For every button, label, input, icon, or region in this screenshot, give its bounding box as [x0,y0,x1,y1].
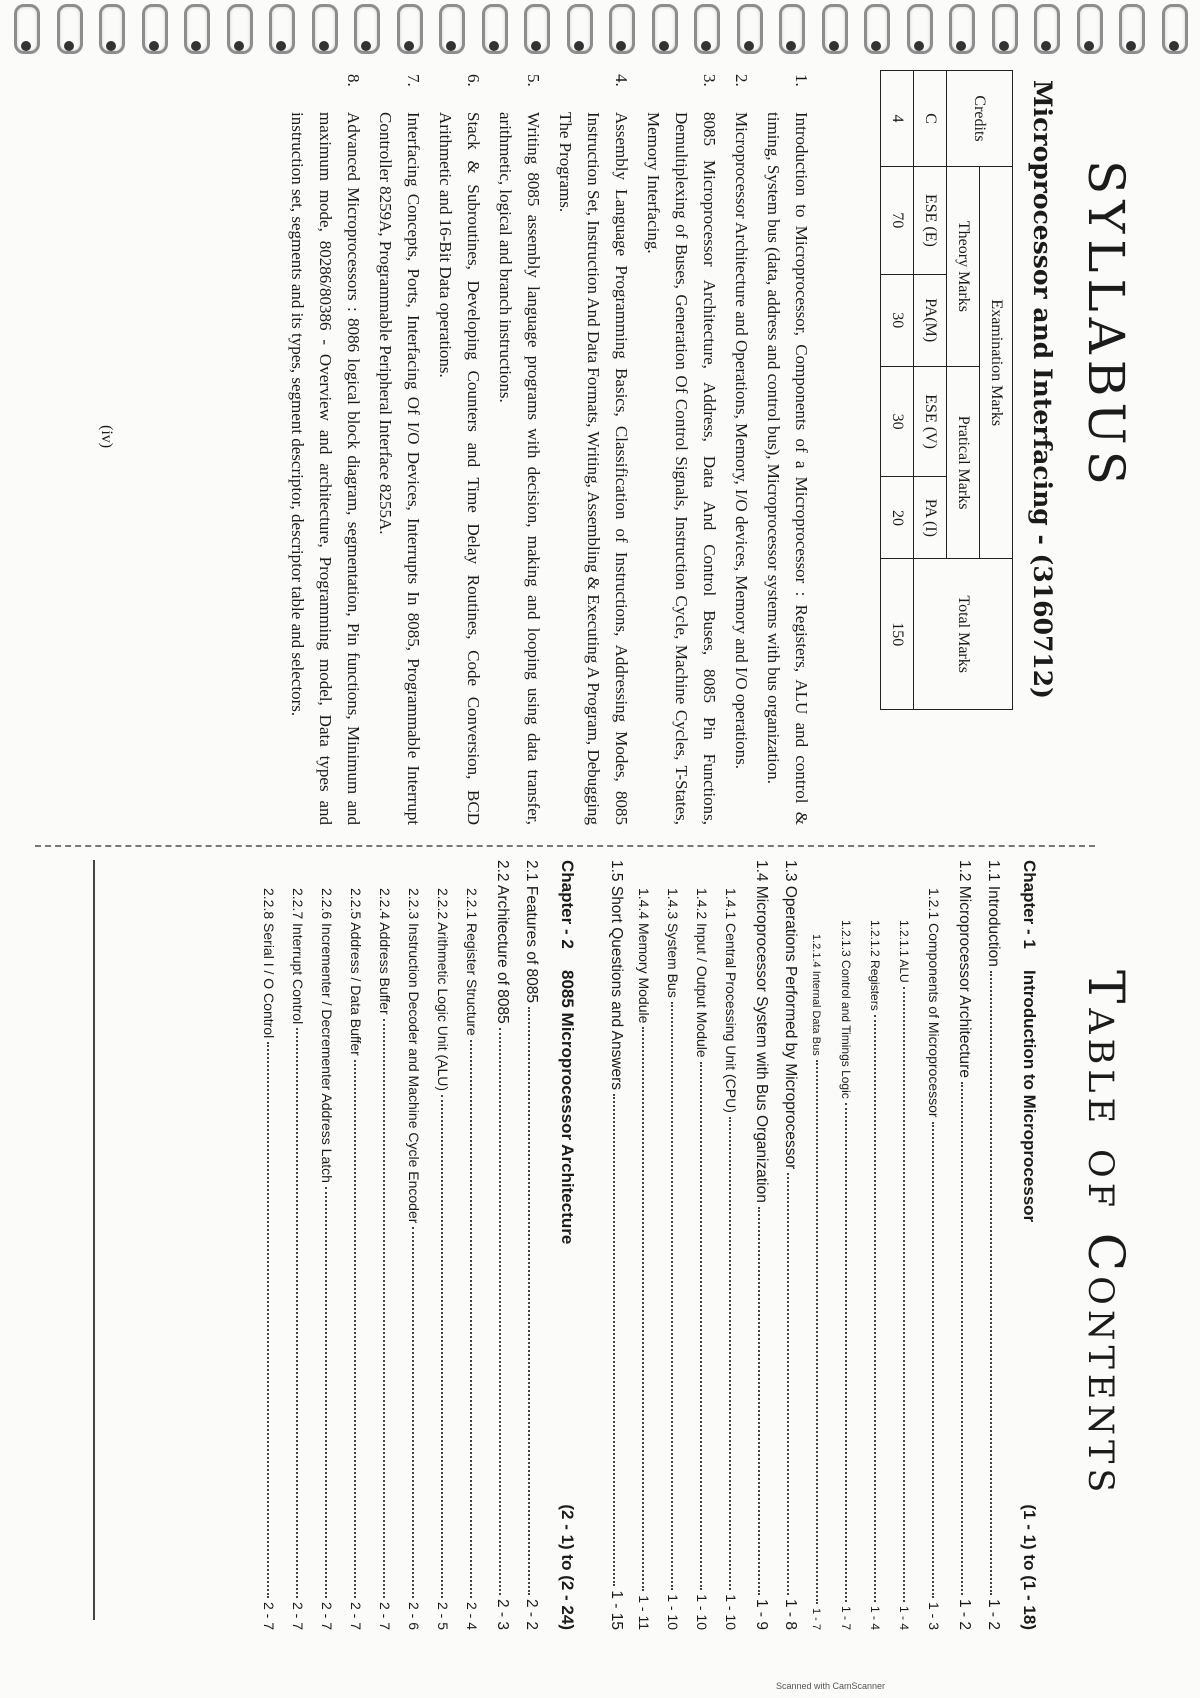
leader-dots [613,1094,615,1586]
binding-ring [949,4,975,54]
topic-number: 3. [700,74,719,87]
scan-credit: Scanned with CamScanner [776,1681,886,1691]
topic-text: Advanced Microprocessors : 8086 logical block diagram, segmentation, Pin functions, Minimum and maximum mode, 80286/80386 - Overview and architecture, Programming model, Data types and instruction set, segments and its types, segment descriptor, descriptor table and selectors. [288,112,363,825]
toc-page [15,860,1135,1640]
toc-entry-title: 1.2.1 Components of Microprocessor [926,888,942,1118]
topic-text: Microprocessor Architecture and Operations, Memory, I/O devices, Memory and I/O operations. [732,112,751,769]
examination-header: Examination Marks [980,167,1013,559]
page-gutter [35,845,1095,847]
list-item [491,70,547,825]
leader-dots [671,1002,673,1590]
binding-ring [1034,4,1060,54]
leader-dots [499,1028,501,1595]
list-item [283,70,367,825]
binding-ring [822,4,848,54]
toc-entry [781,860,810,1630]
toc-entry-title: 2.2.2 Arithmetic Logic Unit (ALU) [435,888,451,1092]
spiral-binding [0,0,1200,56]
topic-text: Interfacing Concepts, Ports, Interfacing Of I/O Devices, Interrupts In 8085, Programmable Interrupt Controller 8259A, Programmable Peripheral Interface 8255A. [376,112,423,825]
toc-entry-page: 2 - 7 [290,1601,306,1630]
ese-v-value: 30 [881,366,914,477]
toc-entry-page: 1 - 8 [782,1598,799,1630]
chapter-title: Introduction to Microprocessor [1020,970,1039,1223]
toc-entry-page: 1 - 10 [694,1594,710,1630]
toc-entry [464,860,493,1630]
toc-entry-page: 1 - 2 [956,1598,973,1630]
binding-ring [864,4,890,54]
leader-dots [961,1082,963,1595]
topic-text: 8085 Microprocessor Architecture, Address, Data And Control Buses, 8085 Pin Functions, Demultiplexing of Buses, Generation Of Control Signals, Instruction Cycle, Machine Cycles, T-States, Memory Interfacing. [644,112,719,825]
binding-ring [57,4,83,54]
toc-entry [868,860,897,1630]
leader-dots [441,1095,443,1598]
toc-entry-page: 2 - 6 [406,1601,422,1630]
toc-entry [607,860,636,1630]
toc-entry [955,860,984,1630]
leader-dots [267,1042,269,1598]
binding-ring [99,4,125,54]
toc-entry-page: 1 - 9 [753,1598,770,1630]
leader-dots [932,1122,934,1598]
toc-entry-page: 1 - 7 [839,1605,853,1630]
toc-entry [319,860,348,1630]
toc-entry-title: 1.3 Operations Performed by Microprocessor [782,860,799,1170]
toc-entry [723,860,752,1630]
topic-list [279,70,815,825]
toc-entry-title: 1.2.1.3 Control and Timings Logic [839,920,853,1099]
toc-entry [435,860,464,1630]
topic-text: Introduction to Microprocessor, Components of a Microprocessor : Registers, ALU and control & timing, System bus (data, address and control bus), Microprocessor systems with bus organization. [764,112,811,825]
toc-entry-title: 2.2.1 Register Structure [464,888,480,1036]
total-header: Total Marks [914,559,1013,710]
toc-entry [261,860,290,1630]
chapter-range: (1 - 1) to (1 - 18) [1020,1504,1039,1630]
toc-entry-page: 2 - 4 [464,1601,480,1630]
toc-entry-page: 1 - 15 [608,1590,625,1630]
chapter-label: Chapter - 2 [558,860,577,949]
toc-entry-title: 2.2.3 Instruction Decoder and Machine Cycle Encoder [406,888,422,1224]
topic-number: 5. [524,74,543,87]
binding-ring [779,4,805,54]
binding-ring [354,4,380,54]
binding-ring [992,4,1018,54]
toc-entry-title: 2.2.4 Address Buffer [377,888,393,1015]
chapter-entries [261,860,551,1630]
chapter-label: Chapter - 1 [1020,860,1039,949]
syllabus-title: SYLLABUS [1077,160,1135,491]
toc-entry [636,860,665,1630]
leader-dots [990,971,992,1595]
toc-entry-page: 2 - 7 [261,1601,277,1630]
toc-entry-page: 1 - 10 [665,1594,681,1630]
binding-ring [652,4,678,54]
binding-ring [227,4,253,54]
toc-entry-title: 1.4.2 Input / Output Module [694,888,710,1058]
toc-entry [984,860,1013,1630]
toc-entry-page: 2 - 5 [435,1601,451,1630]
toc-entry [348,860,377,1630]
list-item [759,70,815,825]
toc-entry [377,860,406,1630]
toc-entry-page: 2 - 7 [377,1601,393,1630]
toc-entry-title: 2.2.5 Address / Data Buffer [348,888,364,1056]
list-item [551,70,635,825]
toc-entry-page: 2 - 7 [319,1601,335,1630]
chapter-title: 8085 Microprocessor Architecture [558,970,577,1245]
pa-m-value: 30 [881,274,914,366]
toc-title: Table of Contents [1077,970,1135,1498]
binding-ring [312,4,338,54]
binding-ring [1162,4,1188,54]
leader-dots [903,987,905,1602]
leader-dots [758,1207,760,1595]
toc-entry-title: 1.1 Introduction [985,860,1002,967]
leader-dots [325,1187,327,1598]
binding-ring [1077,4,1103,54]
toc-entry-title: 1.4 Microprocessor System with Bus Organization [753,860,770,1203]
toc-entry-page: 1 - 11 [636,1595,652,1630]
toc-entry-title: 2.2 Architecture of 8085 [494,860,511,1024]
list-item [639,70,723,825]
book-spread [15,60,1135,1640]
leader-dots [528,1007,530,1595]
syllabus-page [15,60,1135,830]
toc-entry-title: 2.2.6 Incrementer / Decrementer Address Latch [319,888,335,1183]
topic-number: 6. [464,74,483,87]
chapter-heading [1013,860,1045,1630]
toc-entry [665,860,694,1630]
toc-entry-title: 1.2.1.4 Internal Data Bus [810,934,822,1056]
binding-ring [1119,4,1145,54]
toc-entry-title: 1.4.3 System Bus [665,888,681,998]
topic-text: Stack & Subroutines, Developing Counters and Time Delay Routines, Code Conversion, BCD Arithmetic and 16-Bit Data operations. [436,112,483,825]
bottom-rule [93,860,95,1620]
leader-dots [816,1060,818,1604]
leader-dots [354,1060,356,1598]
leader-dots [383,1019,385,1598]
binding-ring [609,4,635,54]
page-number: (iv) [98,425,115,449]
ese-e-value: 70 [881,167,914,275]
toc-entry-title: 2.2.7 Interrupt Control [290,888,306,1025]
toc-entry-page: 1 - 7 [810,1607,822,1630]
toc-entry [493,860,522,1630]
leader-dots [642,1027,644,1591]
list-item [727,70,755,825]
toc-list [261,860,1045,1630]
pa-i-value: 20 [881,477,914,559]
total-value: 150 [881,559,914,710]
topic-number: 1. [792,74,811,87]
topic-number: 2. [732,74,751,87]
binding-ring [269,4,295,54]
toc-entry-title: 1.2 Microprocessor Architecture [956,860,973,1078]
leader-dots [412,1227,414,1598]
pa-m-header: PA(M) [914,274,947,366]
binding-ring [907,4,933,54]
marks-table [880,70,1013,710]
binding-ring [14,4,40,54]
binding-ring [184,4,210,54]
toc-entry [897,860,926,1630]
toc-entry [694,860,723,1630]
chapter-range: (2 - 1) to (2 - 24) [558,1504,577,1630]
toc-entry-title: 2.2.8 Serial I / O Control [261,888,277,1039]
ese-e-header: ESE (E) [914,167,947,275]
topic-text: Assembly Language Programming Basics, Classification of Instructions, Addressing Modes, 8085 Instruction Set, Instruction And Data Formats, Writing, Assembling & Executing A Program, Debugging The Programs. [556,112,631,825]
binding-ring [142,4,168,54]
toc-entry [290,860,319,1630]
toc-entry-title: 2.1 Features of 8085 [523,860,540,1004]
toc-entry-page: 1 - 3 [926,1601,942,1630]
subject-title: Microprocessor and Interfacing - (3160712) [1028,80,1057,699]
toc-entry-title: 1.2.1.1 ALU [897,920,911,983]
binding-ring [694,4,720,54]
toc-entry-title: 1.5 Short Questions and Answers [608,860,625,1091]
binding-ring [397,4,423,54]
toc-entry-page: 1 - 4 [868,1605,882,1630]
practical-header: Pratical Marks [947,366,980,559]
leader-dots [470,1040,472,1598]
toc-entry [810,860,839,1630]
leader-dots [874,1015,876,1602]
list-item [371,70,427,825]
leader-dots [845,1103,847,1602]
leader-dots [787,1173,789,1595]
binding-ring [439,4,465,54]
binding-ring [567,4,593,54]
leader-dots [296,1028,298,1598]
pa-i-header: PA (I) [914,477,947,559]
credits-header: Credits [947,71,1013,167]
topic-number: 7. [404,74,423,87]
binding-ring [737,4,763,54]
binding-ring [482,4,508,54]
toc-entry-page: 2 - 2 [523,1598,540,1630]
ese-v-header: ESE (V) [914,366,947,477]
toc-entry-page: 1 - 10 [723,1594,739,1630]
toc-entry [839,860,868,1630]
toc-entry [926,860,955,1630]
toc-entry-title: 1.2.1.2 Registers [868,920,882,1011]
toc-entry-page: 2 - 7 [348,1601,364,1630]
toc-entry-title: 1.4.1 Central Processing Unit (CPU) [723,888,739,1113]
topic-number: 4. [612,74,631,87]
c-header: C [914,71,947,167]
toc-entry [406,860,435,1630]
chapter-heading [551,860,583,1630]
leader-dots [729,1117,731,1590]
topic-number: 8. [344,74,363,87]
chapter-entries [607,860,1013,1630]
toc-entry [752,860,781,1630]
toc-entry-page: 1 - 2 [985,1598,1002,1630]
leader-dots [700,1062,702,1591]
toc-entry-page: 1 - 4 [897,1605,911,1630]
topic-text: Writing 8085 assembly language programs with decision, making and looping using data transfer, arithmetic, logical and branch instructions. [496,112,543,825]
toc-entry-page: 2 - 3 [494,1598,511,1630]
list-item [431,70,487,825]
toc-entry [522,860,551,1630]
toc-entry-title: 1.4.4 Memory Module [636,888,652,1024]
credits-value: 4 [881,71,914,167]
binding-ring [524,4,550,54]
theory-header: Theory Marks [947,167,980,367]
